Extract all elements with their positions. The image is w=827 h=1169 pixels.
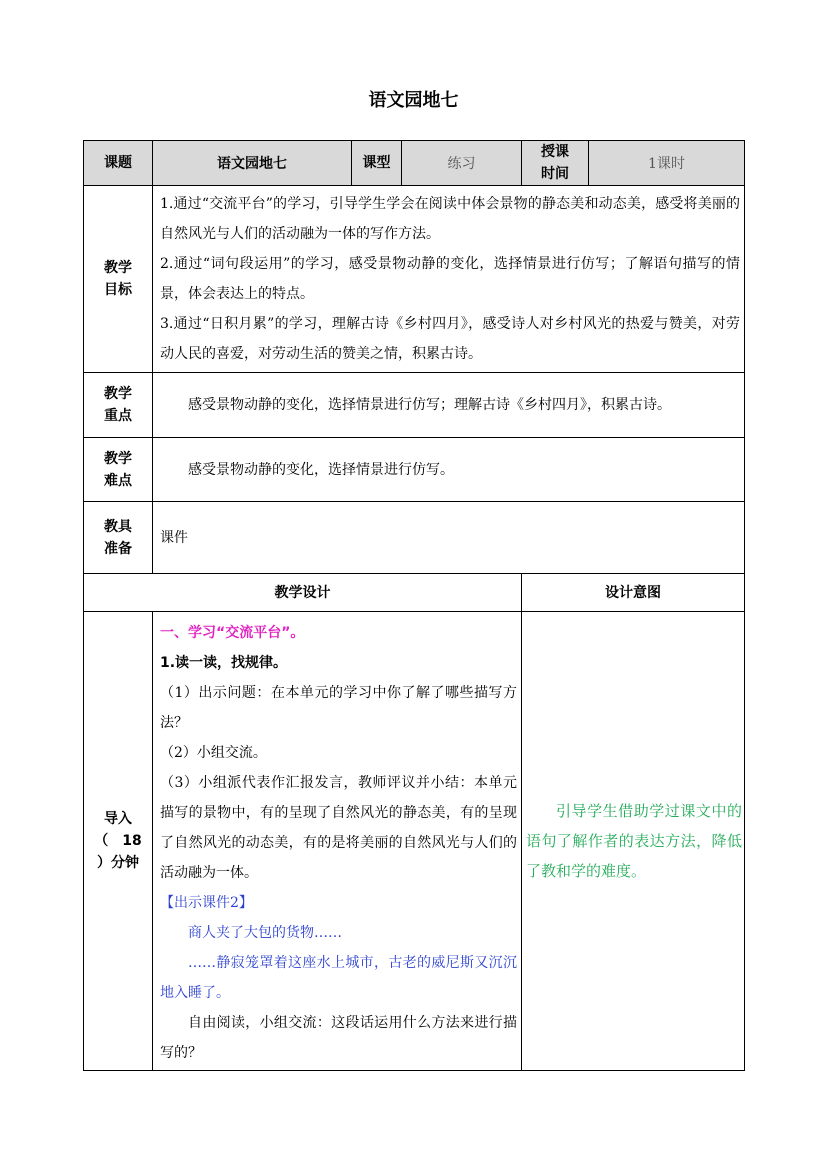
design-paragraph: （1）出示问题：在本单元的学习中你了解了哪些描写方法？ — [160, 685, 517, 731]
goals-label — [84, 186, 153, 373]
goals-label-line2: 目标 — [104, 282, 132, 298]
lesson-plan-table — [83, 140, 745, 1071]
document-title: 语文园地七 — [368, 90, 459, 111]
design-paragraph: （2）小组交流。 — [160, 745, 267, 761]
difficulties-label — [84, 438, 153, 502]
step-title: 1.读一读，找规律。 — [160, 655, 288, 671]
design-header: 教学设计 — [84, 574, 522, 612]
topic-value: 语文园地七 — [153, 141, 352, 186]
goal-item: 1.通过“交流平台”的学习，引导学生学会在阅读中体会景物的静态美和动态美，感受将美丽的自然风光与人们的活动融为一体的写作方法。 — [160, 196, 740, 242]
intro-label — [84, 612, 153, 1071]
goal-item: 2.通过“词句段运用”的学习，感受景物动静的变化，选择情景进行仿写；了解语句描写的情景，体会表达上的特点。 — [160, 256, 740, 302]
design-header-row — [84, 574, 745, 612]
type-value: 练习 — [402, 141, 522, 186]
difficulties-label-line1: 教学 — [104, 450, 132, 467]
intro-row — [84, 612, 745, 1071]
header-row — [84, 141, 745, 186]
intro-intent-content — [522, 612, 745, 1071]
materials-row — [84, 502, 745, 574]
difficulties-row — [84, 438, 745, 502]
key-points-row — [84, 373, 745, 438]
intent-header: 设计意图 — [522, 574, 745, 612]
key-points-text: 感受景物动静的变化，选择情景进行仿写；理解古诗《乡村四月》，积累古诗。 — [188, 397, 671, 413]
difficulties-content — [153, 438, 745, 502]
difficulties-label-line2: 难点 — [104, 472, 132, 489]
materials-label-line2: 准备 — [104, 540, 132, 557]
difficulties-text: 感受景物动静的变化，选择情景进行仿写。 — [188, 461, 454, 478]
materials-content — [153, 502, 745, 574]
time-label-line2: 时间 — [541, 166, 569, 182]
time-label — [522, 141, 589, 186]
intro-label-line2: （ 18 — [94, 833, 142, 849]
key-points-label-line1: 教学 — [104, 386, 132, 402]
quote-line: ……静寂笼罩着这座水上城市，古老的威尼斯又沉沉地入睡了。 — [160, 955, 517, 1001]
goals-label-line1: 教学 — [104, 260, 132, 276]
quote-line: 商人夹了大包的货物…… — [188, 925, 342, 941]
goals-row — [84, 186, 745, 373]
key-points-content — [153, 373, 745, 438]
type-label: 课型 — [352, 141, 402, 186]
courseware-marker: 【出示课件2】 — [160, 895, 253, 911]
materials-label — [84, 502, 153, 574]
intro-design-content — [153, 612, 522, 1071]
key-points-label — [84, 373, 153, 438]
intro-label-line1: 导入 — [104, 811, 132, 827]
design-paragraph: （3）小组派代表作汇报发言，教师评议并小结：本单元描写的景物中，有的呈现了自然风光的静态美，有的呈现了自然风光的动态美，有的是将美丽的自然风光与人们的活动融为一体。 — [160, 775, 517, 881]
materials-text: 课件 — [160, 529, 188, 546]
key-points-label-line2: 重点 — [104, 408, 132, 424]
intro-label-line3: ）分钟 — [97, 855, 139, 871]
time-label-line1: 授课 — [541, 144, 569, 160]
goals-content — [153, 186, 745, 373]
goal-item: 3.通过“日积月累”的学习，理解古诗《乡村四月》，感受诗人对乡村风光的热爱与赞美，对劳动人民的喜爱，对劳动生活的赞美之情，积累古诗。 — [160, 316, 740, 362]
topic-label: 课题 — [84, 141, 153, 186]
section-title: 一、学习“交流平台”。 — [160, 625, 305, 641]
time-value: 1课时 — [589, 141, 745, 186]
design-paragraph: 自由阅读，小组交流：这段话运用什么方法来进行描写的？ — [160, 1015, 517, 1061]
materials-label-line1: 教具 — [104, 518, 132, 535]
intent-text: 引导学生借助学过课文中的语句了解作者的表达方法，降低了教和学的难度。 — [526, 802, 742, 880]
